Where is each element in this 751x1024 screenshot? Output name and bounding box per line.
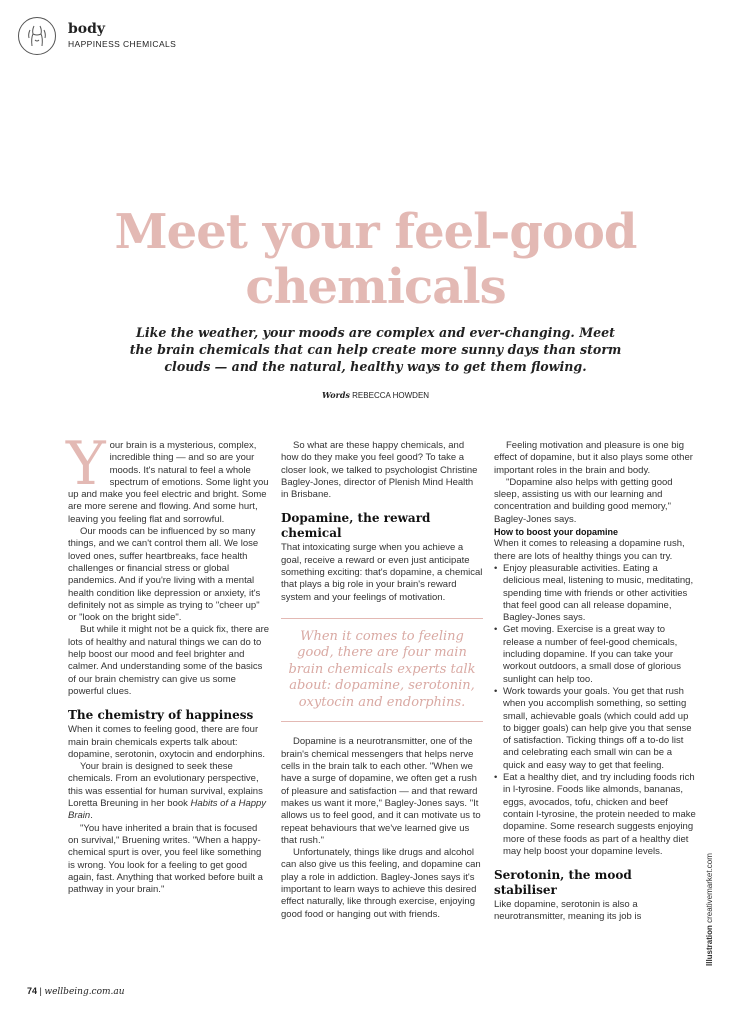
section-name: body bbox=[68, 21, 106, 37]
list-item: • Eat a healthy diet, and try including foods rich in l-tyrosine. Foods like almonds, bananas, eggs, avocados, tofu, chicken and beef contain l-tyrosine, the protein needed to make dopamine. Some research suggests enjoying more of these foods as part of a healthy diet may help boost your dopamine levels. bbox=[494, 772, 696, 858]
paragraph: "You have inherited a brain that is focused on survival," Bruening writes. "When a happy-chemical spurt is over, you feel like something is wrong. You look for a feeling to get good again, fast. Anything that worked before built a pathway in your brain." bbox=[68, 822, 263, 896]
byline bbox=[0, 390, 751, 400]
page-footer bbox=[27, 986, 125, 997]
drop-cap: Y bbox=[66, 429, 106, 499]
paragraph: So what are these happy chemicals, and how do they make you feel good? To take a closer look, we talked to psychologist Christine Bagley-Jones, director of Plenish Mind Health in Brisbane. bbox=[281, 440, 478, 501]
body-figure-icon bbox=[18, 17, 56, 55]
illustration-credit bbox=[705, 853, 714, 966]
paragraph: "Dopamine also helps with getting good sleep, assisting us with our learning and concentration and building good memory," Bagley-Jones says. bbox=[494, 476, 673, 525]
byline-author: REBECCA HOWDEN bbox=[352, 391, 430, 400]
pull-quote: When it comes to feeling good, there are four main brain chemicals experts talk about: dopamine, serotonin, oxytocin and endorphins. bbox=[281, 618, 483, 723]
paragraph: Feeling motivation and pleasure is one big effect of dopamine, but it also plays some other important roles in the brain and body. bbox=[494, 440, 693, 476]
paragraph: Our moods can be influenced by so many things, and we can't control them all. We lose loved ones, suffer heartbreaks, face health challenges or financial stress or global pandemics. And if you're living with a mental health condition like depression or anxiety, it's definitely not as simple as trying to "cheer up" or "look on the bright side". bbox=[68, 526, 261, 624]
book-title: Habits of a Happy Brain bbox=[68, 798, 267, 822]
paragraph: Your brain is designed to seek these chemicals. From an evolutionary perspective, this was essential for human survival, explains Loretta Breuning in her book Habits of a Happy Brain. bbox=[68, 761, 267, 822]
paragraph: Like dopamine, serotonin is also a neurotransmitter, meaning its job is bbox=[494, 899, 642, 923]
subheading-dopamine: Dopamine, the reward chemical bbox=[281, 511, 431, 541]
paragraph: But while it might not be a quick fix, there are lots of healthy and natural things we can do to help boost our mood and feel brighter and calmer. And understanding some of the basics of our brain chemistry can give us some powerful clues. bbox=[68, 624, 270, 697]
tips-list bbox=[494, 563, 696, 858]
footer-site: wellbeing.com.au bbox=[44, 987, 125, 997]
section-subtitle: HAPPINESS CHEMICALS bbox=[68, 39, 177, 49]
list-item: • Enjoy pleasurable activities. Eating a delicious meal, listening to music, meditating, spending time with friends or other activities that feel good can all release dopamine, Bagley-Jones says. bbox=[494, 563, 696, 624]
subheading-boost-dopamine: How to boost your dopamine bbox=[494, 527, 618, 538]
paragraph: That intoxicating surge when you achieve a goal, receive a reward or even just anticipate something exciting: that's dopamine, a chemical that plays a big role in your brain's reward system and your feelings of motivation. bbox=[281, 542, 483, 603]
intro-paragraph: Your brain is a mysterious, complex, incredible thing — and so are your moods. It's natural to feel a whole spectrum of emotions. Some light you up and make you feel electric and bright. Some are more serene and flowing. And some hurt, leaving you feeling flat and sorrowful. bbox=[66, 429, 269, 525]
paragraph: When it comes to feeling good, there are four main brain chemicals experts talk about: dopamine, serotonin, oxytocin and endorphins. bbox=[68, 724, 265, 760]
byline-label: Words bbox=[321, 390, 350, 400]
section-header bbox=[18, 17, 176, 55]
subheading-chemistry: The chemistry of happiness bbox=[68, 708, 254, 723]
paragraph: Dopamine is a neurotransmitter, one of the brain's chemical messengers that helps nerve cells in the brain talk to each other. "When we have a surge of dopamine, we often get a rush of pleasure and satisfaction — and that reward makes us want it more," Bagley-Jones says. "It allows us to feel good, and it can motivate us to repeat behaviours that we've learned give us that rush." bbox=[281, 736, 481, 846]
credit-label: Illustration bbox=[705, 925, 714, 966]
column-1 bbox=[66, 429, 270, 896]
page-number: 74 bbox=[27, 986, 38, 996]
column-2 bbox=[281, 440, 483, 921]
title-line-2: chemicals bbox=[245, 259, 506, 315]
article-title bbox=[0, 205, 751, 315]
standfirst: Like the weather, your moods are complex and ever-changing. Meet the brain chemicals that can help create more sunny days than storm clouds — and the natural, healthy ways to get them flowing. bbox=[129, 325, 622, 374]
credit-source: creativemarket.com bbox=[705, 853, 714, 923]
paragraph: Unfortunately, things like drugs and alcohol can also give us this feeling, and dopamine can play a role in addiction. Bagley-Jones says it's important to learn ways to achieve this desired effect naturally, like through exercise, enjoying good food or hanging out with friends. bbox=[281, 847, 481, 920]
subheading-serotonin: Serotonin, the mood stabiliser bbox=[494, 868, 632, 898]
footer-separator: | bbox=[39, 986, 42, 996]
list-item: • Work towards your goals. You get that rush when you accomplish something, so setting small, achievable goals (which could add up to bigger goals) can help give you that sense of satisfaction. Ticking things off a to-do list and celebrating each small win can be a quick and easy way to get that feeling. bbox=[494, 686, 696, 772]
column-3 bbox=[494, 440, 696, 924]
paragraph: When it comes to releasing a dopamine rush, there are lots of healthy things you can try. bbox=[494, 538, 685, 562]
list-item: • Get moving. Exercise is a great way to release a number of feel-good chemicals, including dopamine. If you can take your workout outdoors, a small dose of glorious sunlight can help too. bbox=[494, 624, 696, 685]
title-line-1: Meet your feel-good bbox=[114, 204, 637, 260]
